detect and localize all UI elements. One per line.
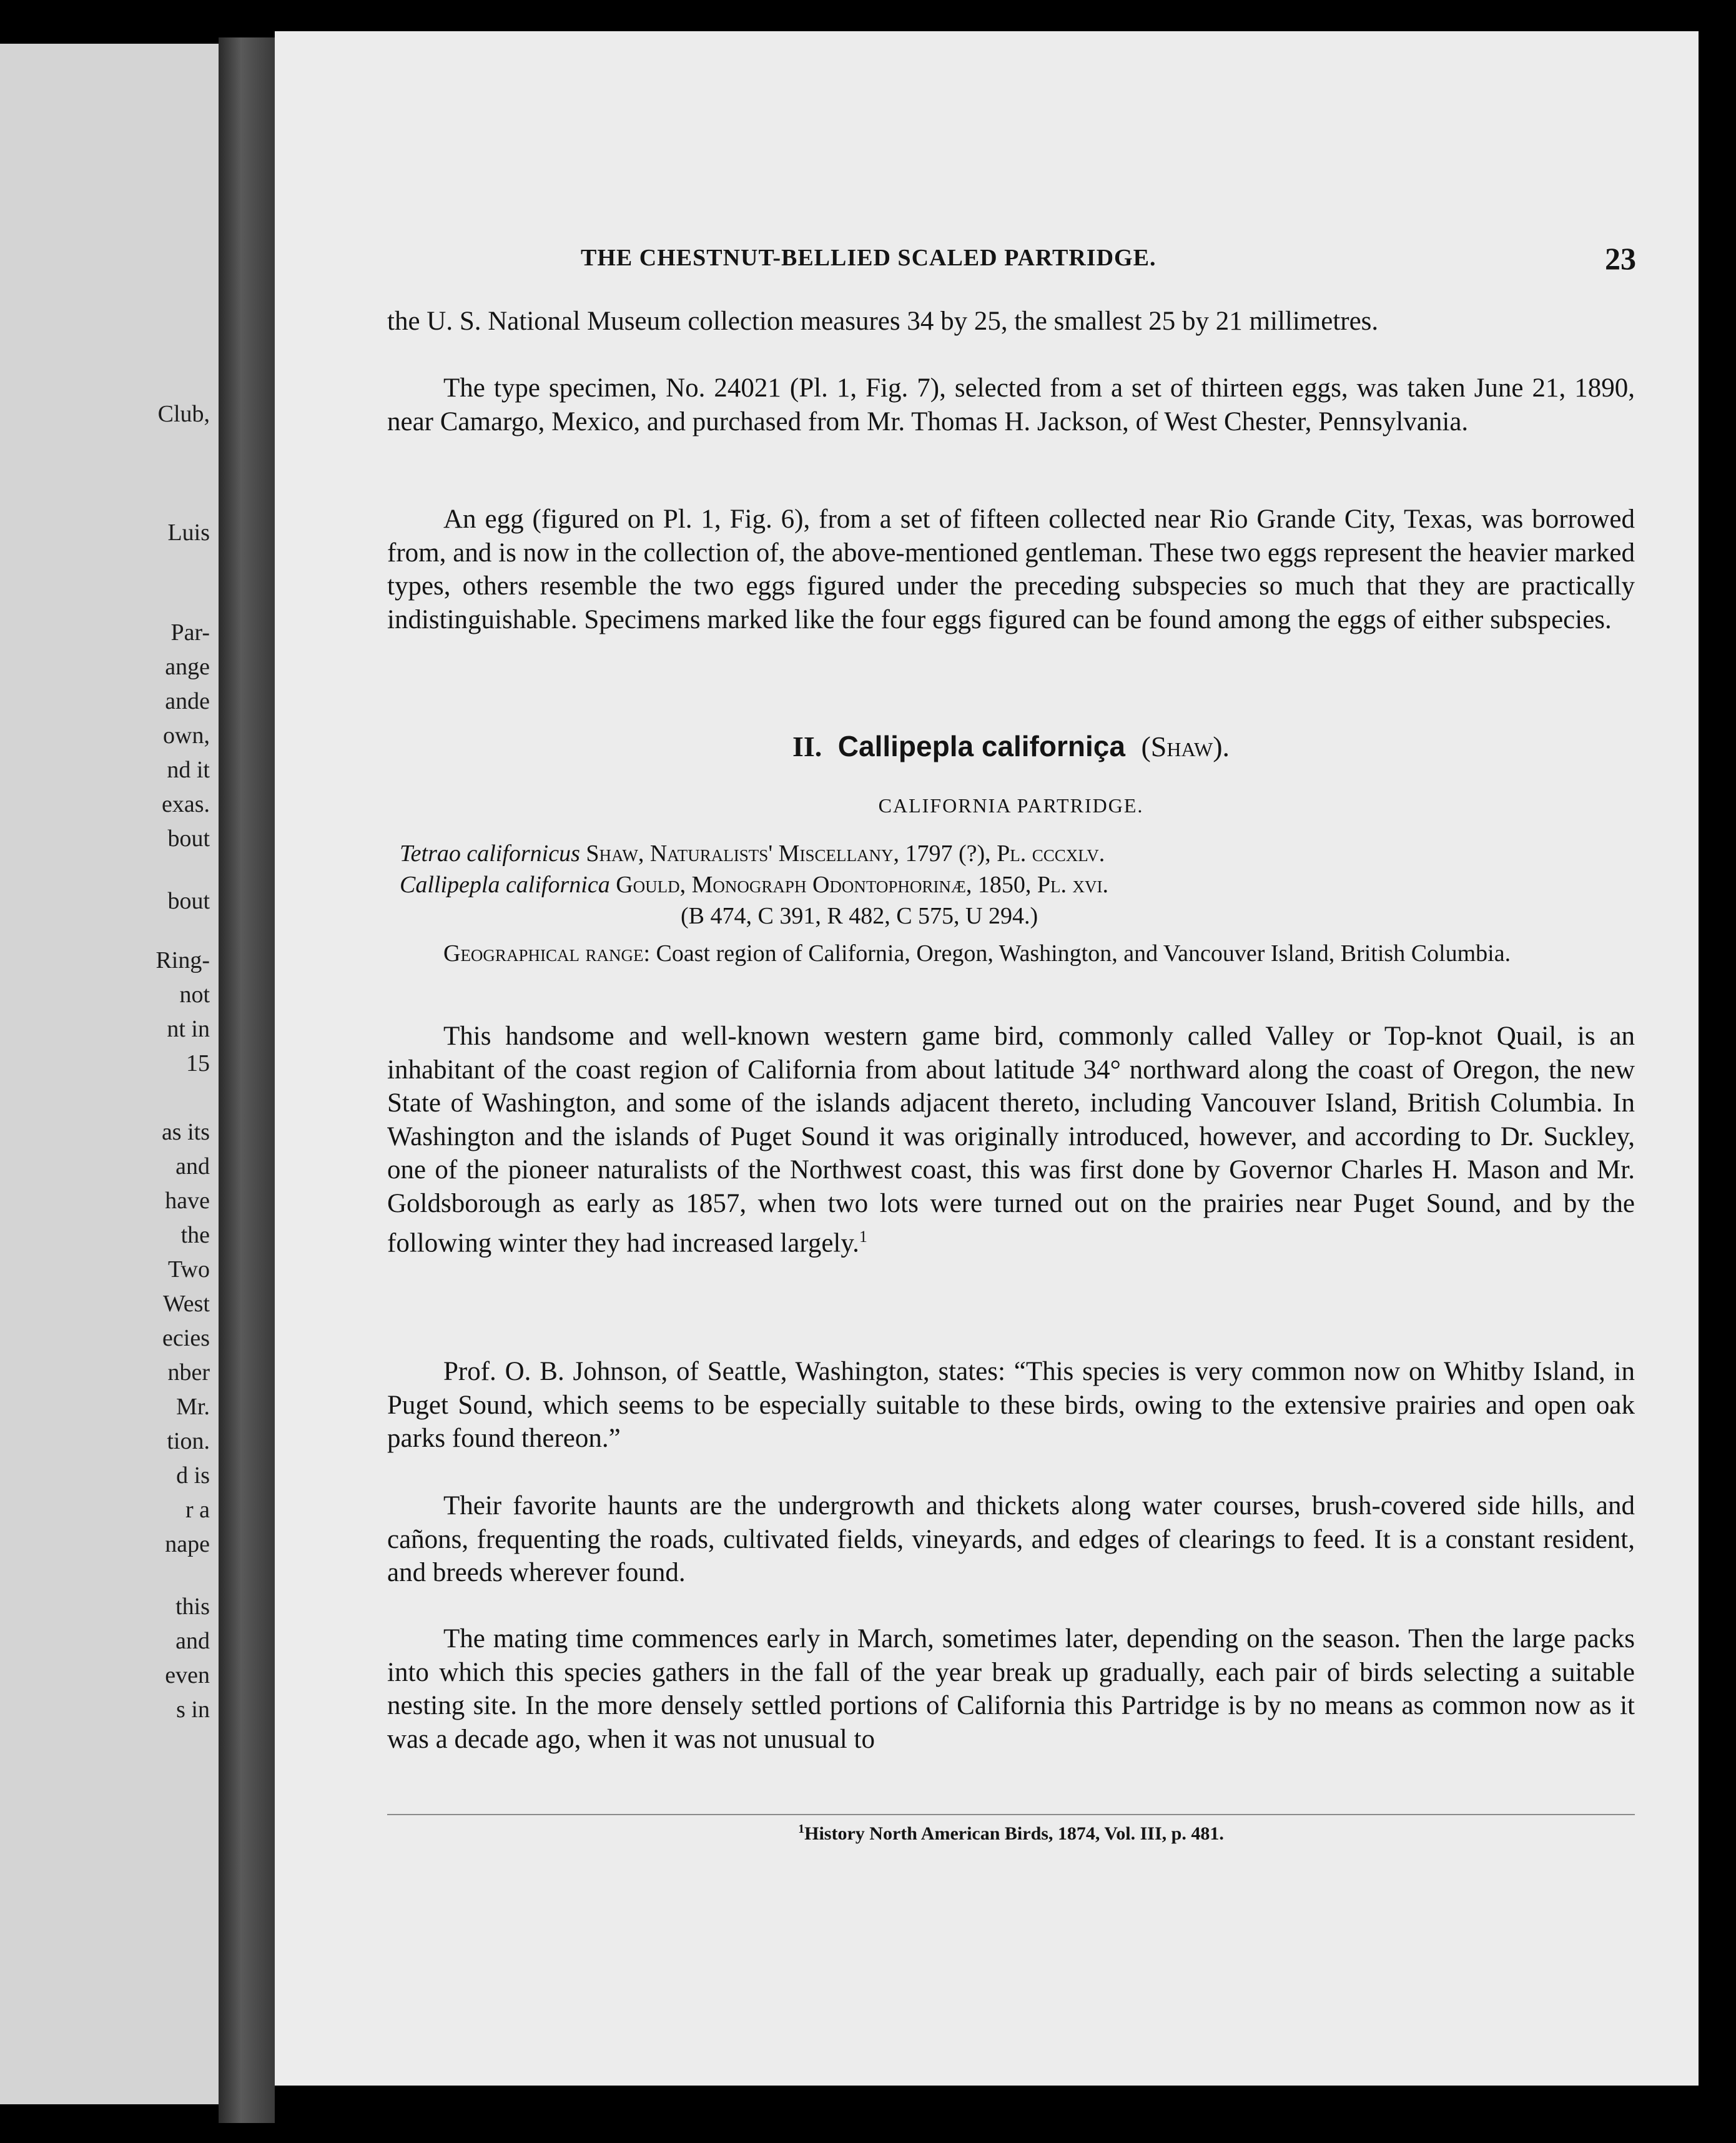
facing-page-text-fragment: Luis — [167, 520, 210, 546]
paragraph-distribution: This handsome and well-known western game bird, commonly called Valley or Top-knot Quail, is an inhabitant of the coast region of California from about latitude 34° northward along the coast of Oregon, the new State of Washington, and some of the islands adjacent thereto, including Vancouver Island, British Columbia. In Washington and the islands of Puget Sound it was originally introduced, however, and according to Dr. Suckley, one of the pioneer naturalists of the Northwest coast, this was first done by Governor Charles H. Mason and Mr. Goldsborough as early as 1857, when two lots were turned out on the prairies near Puget Sound, and by the following winter they had increased largely.$^1$ — [387, 1022, 1635, 1258]
facing-page-text-fragment: s in — [176, 1697, 210, 1723]
synonymy — [400, 838, 1586, 932]
range-label: Geographical range: — [443, 940, 650, 967]
running-title: THE CHESTNUT-BELLIED SCALED PARTRIDGE. — [581, 245, 1157, 271]
species-heading — [387, 729, 1635, 763]
facing-page-text-fragment: tion. — [167, 1428, 210, 1454]
facing-page-text-fragment: as its — [161, 1119, 210, 1145]
facing-page-text-fragment: r a — [185, 1497, 210, 1523]
facing-page-text-fragment: 15 — [186, 1050, 210, 1076]
paragraph-mating: The mating time commences early in March, sometimes later, depending on the season. Then the large packs into which this species gathers in the fall of the year break up gradually, each pair of birds selecting a suitable nesting site. In the more densely settled portions of California this Partridge is by no means as common now as it was a decade ago, when it was not unusual to — [387, 1624, 1635, 1754]
facing-page-text-fragment: nd it — [167, 757, 210, 783]
page — [275, 31, 1699, 2086]
catalog-refs: (B 474, C 391, R 482, C 575, U 294.) — [681, 903, 1038, 929]
facing-page-text-fragment: nape — [165, 1531, 210, 1557]
facing-page-text-fragment: exas. — [161, 791, 210, 817]
facing-page-text-fragment: have — [165, 1188, 210, 1214]
facing-page-text-fragment: own, — [163, 722, 210, 749]
facing-page-text-fragment: nber — [167, 1359, 210, 1386]
facing-page-text-fragment: and — [175, 1153, 210, 1180]
facing-page-text-fragment: bout — [167, 888, 210, 914]
species-name: Callipepla californiça — [837, 730, 1125, 762]
facing-page-text-fragment: d is — [176, 1462, 210, 1489]
facing-page-text-fragment: Mr. — [176, 1394, 210, 1420]
paragraph-continued: the U. S. National Museum collection measures 34 by 25, the smallest 25 by 21 millimetres. — [387, 307, 1379, 336]
paragraph-haunts: Their favorite haunts are the undergrowth and thickets along water courses, brush-covered side hills, and cañons, frequenting the roads, cultivated fields, vineyards, and edges of clearings to feed. It is a constant resident, and breeds wherever found. — [387, 1491, 1635, 1587]
facing-page-text-fragment: even — [165, 1662, 210, 1688]
synonym-line: Tetrao californicus Shaw, Naturalists' Miscellany, 1797 (?), Pl. cccxlv. — [400, 840, 1105, 867]
synonym-line: Callipepla californica Gould, Monograph Odontophorinæ, 1850, Pl. xvi. — [400, 872, 1109, 898]
facing-page-text-fragment: ange — [165, 654, 210, 680]
facing-page-text-fragment: this — [175, 1594, 210, 1620]
page-number: 23 — [1605, 241, 1636, 276]
common-name: CALIFORNIA PARTRIDGE. — [878, 794, 1144, 817]
facing-page-text-fragment: Club, — [157, 401, 210, 427]
facing-page-text-fragment: West — [162, 1291, 210, 1317]
paragraph-johnson-quote: Prof. O. B. Johnson, of Seattle, Washington, states: “This species is very common now on Whitby Island, in Puget Sound, which seems to be especially suitable to these birds, owing to the extensive prairies and open oak parks found thereon.” — [387, 1357, 1635, 1453]
facing-page-text-fragment: the — [180, 1222, 210, 1248]
species-author: (Shaw). — [1141, 731, 1230, 762]
facing-page-text-fragment: bout — [167, 825, 210, 852]
paragraph-egg-description: An egg (figured on Pl. 1, Fig. 6), from a set of fifteen collected near Rio Grande City, Texas, was borrowed from, and is now in the collection of, the above-mentioned gentleman. These two eggs represent the heavier marked types, others resemble the two eggs figured under the preceding subspecies so much that they are practically indistinguishable. Specimens marked like the four eggs figured can be found among the eggs of either subspecies. — [387, 505, 1635, 634]
running-header — [581, 240, 1636, 284]
geographical-range: Geographical range: Coast region of California, Oregon, Washington, and Vancouver Island, British Columbia. — [443, 940, 1511, 967]
species-number: II. — [792, 731, 822, 762]
facing-page-text-fragment: ecies — [162, 1325, 210, 1351]
footnote-ref: 1 — [859, 1228, 867, 1246]
footnote-marker: 1 — [798, 1822, 805, 1836]
facing-page-text-fragment: ande — [165, 688, 210, 714]
facing-page-text-fragment: Par- — [170, 619, 210, 646]
facing-page-text-fragment: nt in — [167, 1016, 210, 1042]
footnote: $^1$History North American Birds, 1874, Vol. III, p. 481. — [798, 1822, 1224, 1844]
facing-page-text-fragment: not — [179, 982, 210, 1008]
facing-page-text-fragment: Two — [167, 1256, 210, 1283]
paragraph-type-specimen: The type specimen, No. 24021 (Pl. 1, Fig. 7), selected from a set of thirteen eggs, was taken June 21, 1890, near Camargo, Mexico, and purchased from Mr. Thomas H. Jackson, of West Chester, Pennsylvania. — [387, 373, 1635, 436]
facing-page — [0, 44, 219, 2104]
facing-page-text-fragment: and — [175, 1628, 210, 1654]
facing-page-text-fragment: Ring- — [155, 947, 210, 973]
book-gutter — [219, 37, 275, 2123]
footnote-rule — [387, 1814, 1635, 1815]
